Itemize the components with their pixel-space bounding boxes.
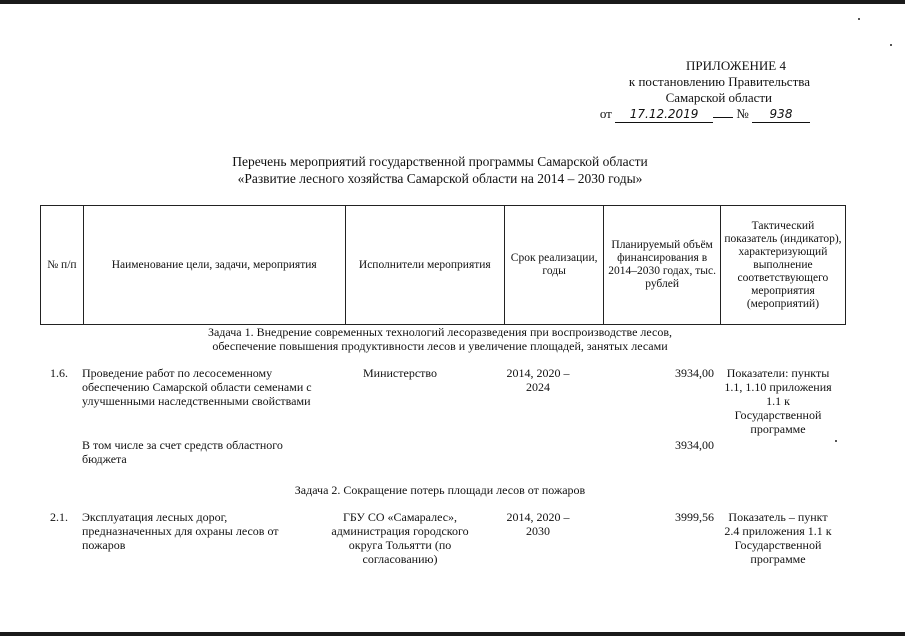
- task-1-line2: обеспечение повышения продуктивности лесов и увеличение площадей, занятых лесами: [212, 339, 668, 353]
- header-executors: Исполнители мероприятия: [345, 206, 504, 325]
- measure-amount: 3999,56: [675, 510, 714, 524]
- measure-name: Проведение работ по лесосеменному обеспечению Самарской области семенами с улучшенными наследственными свойствами: [82, 366, 312, 408]
- task-2-line1: Задача 2. Сокращение потерь площади лесов от пожаров: [294, 483, 586, 497]
- measure-period: 2014, 2020 – 2030: [506, 510, 570, 538]
- header-indicator: Тактический показатель (индикатор), характеризующий выполнение соответствующего мероприятия (мероприятий): [720, 206, 845, 325]
- row-number: 1.6.: [50, 366, 68, 380]
- appendix-title: ПРИЛОЖЕНИЕ 4: [686, 58, 786, 73]
- header-name: Наименование цели, задачи, мероприятия: [83, 206, 345, 325]
- scan-speck: [858, 18, 860, 20]
- appendix-signature-line: [550, 106, 810, 123]
- scan-border-bottom: [0, 632, 905, 636]
- scan-speck: [890, 44, 892, 46]
- document-title: [150, 153, 730, 187]
- handwritten-number: 938: [752, 106, 810, 123]
- document-title-line1: Перечень мероприятий государственной программы Самарской области: [232, 154, 648, 169]
- table-row-1-6-sub: [40, 438, 850, 468]
- row-number: 2.1.: [50, 510, 68, 524]
- measure-name: Эксплуатация лесных дорог, предназначенных для охраны лесов от пожаров: [82, 510, 279, 552]
- measure-sub-name: В том числе за счет средств областного бюджета: [82, 438, 283, 466]
- task-1-line1: Задача 1. Внедрение современных технологий лесоразведения при воспроизводстве лесов,: [207, 325, 673, 339]
- appendix-line2: к постановлению Правительства: [628, 74, 810, 89]
- scan-border-top: [0, 0, 905, 4]
- task-1-heading: [120, 325, 760, 353]
- measure-executors: Министерство: [363, 366, 437, 380]
- document-title-line2: «Развитие лесного хозяйства Самарской области на 2014 – 2030 годы»: [237, 171, 643, 186]
- task-2-heading: [120, 483, 760, 497]
- appendix-header: [550, 58, 810, 123]
- measure-amount: 3934,00: [675, 366, 714, 380]
- table-row-1-6: [40, 366, 850, 438]
- header-period: Срок реализации, годы: [504, 206, 603, 325]
- header-funding: Планируемый объём финансирования в 2014–2030 годах, тыс. рублей: [604, 206, 721, 325]
- measure-indicator: Показатели: пункты 1.1, 1.10 приложения 1.1 к Государственной программе: [724, 366, 832, 436]
- from-label: от: [599, 106, 612, 121]
- blank-underline: [713, 117, 733, 118]
- measure-executors: ГБУ СО «Самаралес», администрация городского округа Тольятти (по согласованию): [331, 510, 469, 566]
- number-label: №: [736, 106, 749, 121]
- measure-period: 2014, 2020 – 2024: [506, 366, 570, 394]
- measure-sub-amount: 3934,00: [675, 438, 714, 452]
- appendix-line3: Самарской области: [665, 90, 772, 105]
- measures-table-header: [40, 205, 846, 325]
- measure-indicator: Показатель – пункт 2.4 приложения 1.1 к Государственной программе: [724, 510, 832, 566]
- header-num: № п/п: [41, 206, 84, 325]
- handwritten-date: 17.12.2019: [615, 106, 713, 123]
- table-row-2-1: [40, 510, 850, 570]
